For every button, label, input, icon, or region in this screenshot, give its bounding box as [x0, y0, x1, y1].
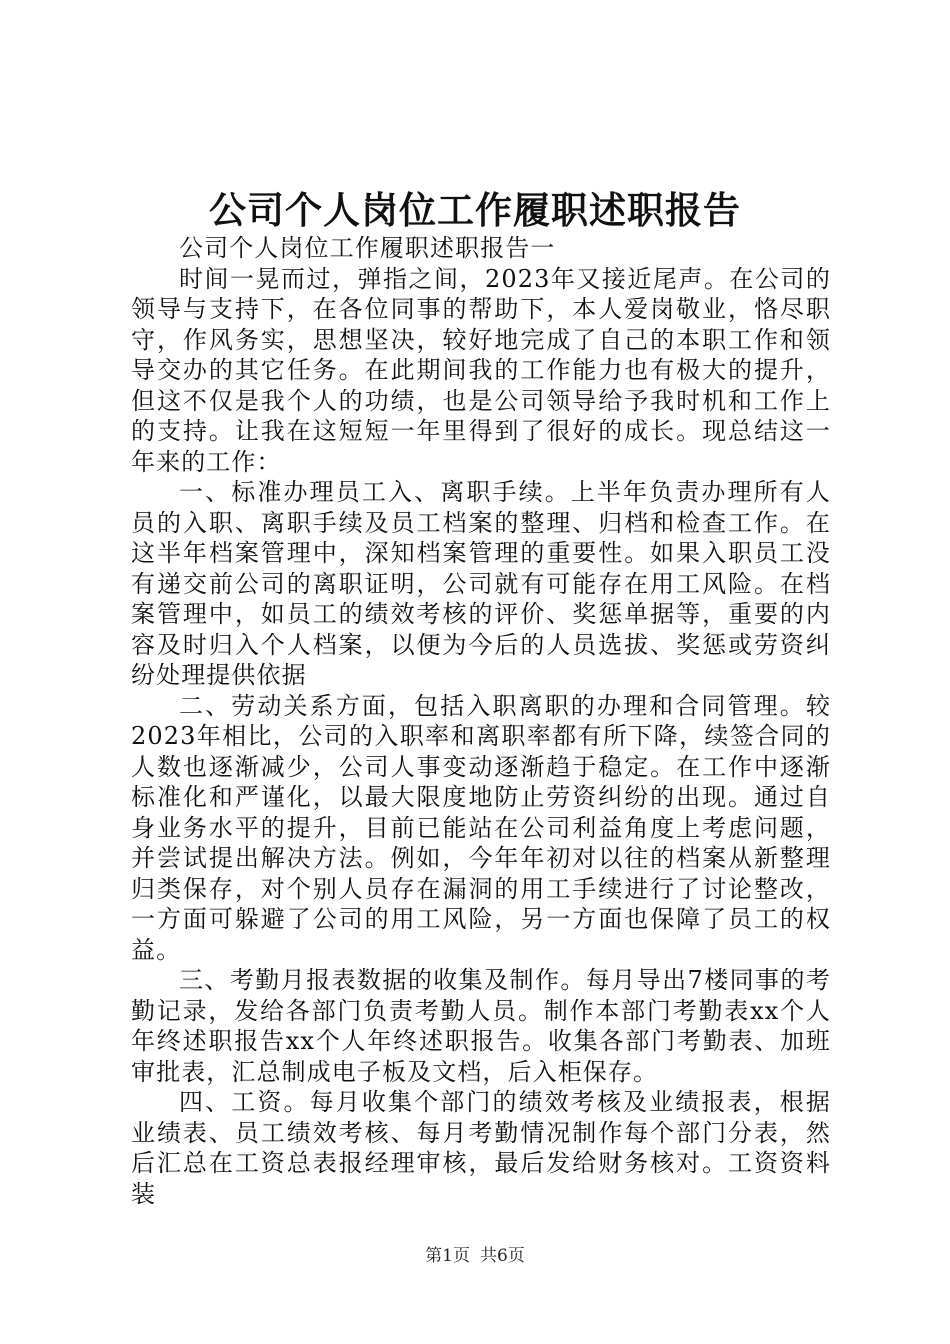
paragraph-item-2: 二、劳动关系方面，包括入职离职的办理和合同管理。较2023年相比，公司的入职率和离职率都有所下降，续签合同的人数也逐渐减少，公司人事变动逐渐趋于稳定。在工作中逐渐标准化和严谨化，以最大限度地防止劳资纠纷的出现。通过自身业务水平的提升，目前已能站在公司利益角度上考虑问题，并尝试提出解决方法。例如，今年年初对以往的档案从新整理归类保存，对个别人员存在漏洞的用工手续进行了讨论整改，一方面可躲避了公司的用工风险，另一方面也保障了员工的权益。 — [131, 691, 831, 964]
page-footer — [0, 1244, 950, 1268]
page-total: 共6页 — [480, 1246, 525, 1266]
document-body — [131, 233, 831, 1209]
page-number: 第1页 — [425, 1246, 470, 1266]
paragraph-intro: 时间一晃而过，弹指之间，2023年又接近尾声。在公司的领导与支持下，在各位同事的帮助下，本人爱岗敬业，恪尽职守，作风务实，思想坚决，较好地完成了自己的本职工作和领导交办的其它任务。在此期间我的工作能力也有极大的提升，但这不仅是我个人的功绩，也是公司领导给予我时机和工作上的支持。让我在这短短一年里得到了很好的成长。现总结这一年来的工作： — [131, 264, 831, 476]
paragraph-item-3: 三、考勤月报表数据的收集及制作。每月导出7楼同事的考勤记录，发给各部门负责考勤人员。制作本部门考勤表xx个人年终述职报告xx个人年终述职报告。收集各部门考勤表、加班审批表，汇总制成电子板及文档，后入柜保存。 — [131, 966, 831, 1086]
section-heading: 公司个人岗位工作履职述职报告一 — [179, 234, 556, 262]
paragraph-item-1: 一、标准办理员工入、离职手续。上半年负责办理所有人员的入职、离职手续及员工档案的整理、归档和检查工作。在这半年档案管理中，深知档案管理的重要性。如果入职员工没有递交前公司的离职证明，公司就有可能存在用工风险。在档案管理中，如员工的绩效考核的评价、奖惩单据等，重要的内容及时归入个人档案，以便为今后的人员选拔、奖惩或劳资纠纷处理提供依据 — [131, 478, 831, 689]
document-title: 公司个人岗位工作履职述职报告 — [209, 188, 741, 232]
paragraph-item-4: 四、工资。每月收集个部门的绩效考核及业绩报表，根据业绩表、员工绩效考核、每月考勤情况制作每个部门分表，然后汇总在工资总表报经理审核，最后发给财务核对。工资资料装 — [131, 1088, 831, 1208]
